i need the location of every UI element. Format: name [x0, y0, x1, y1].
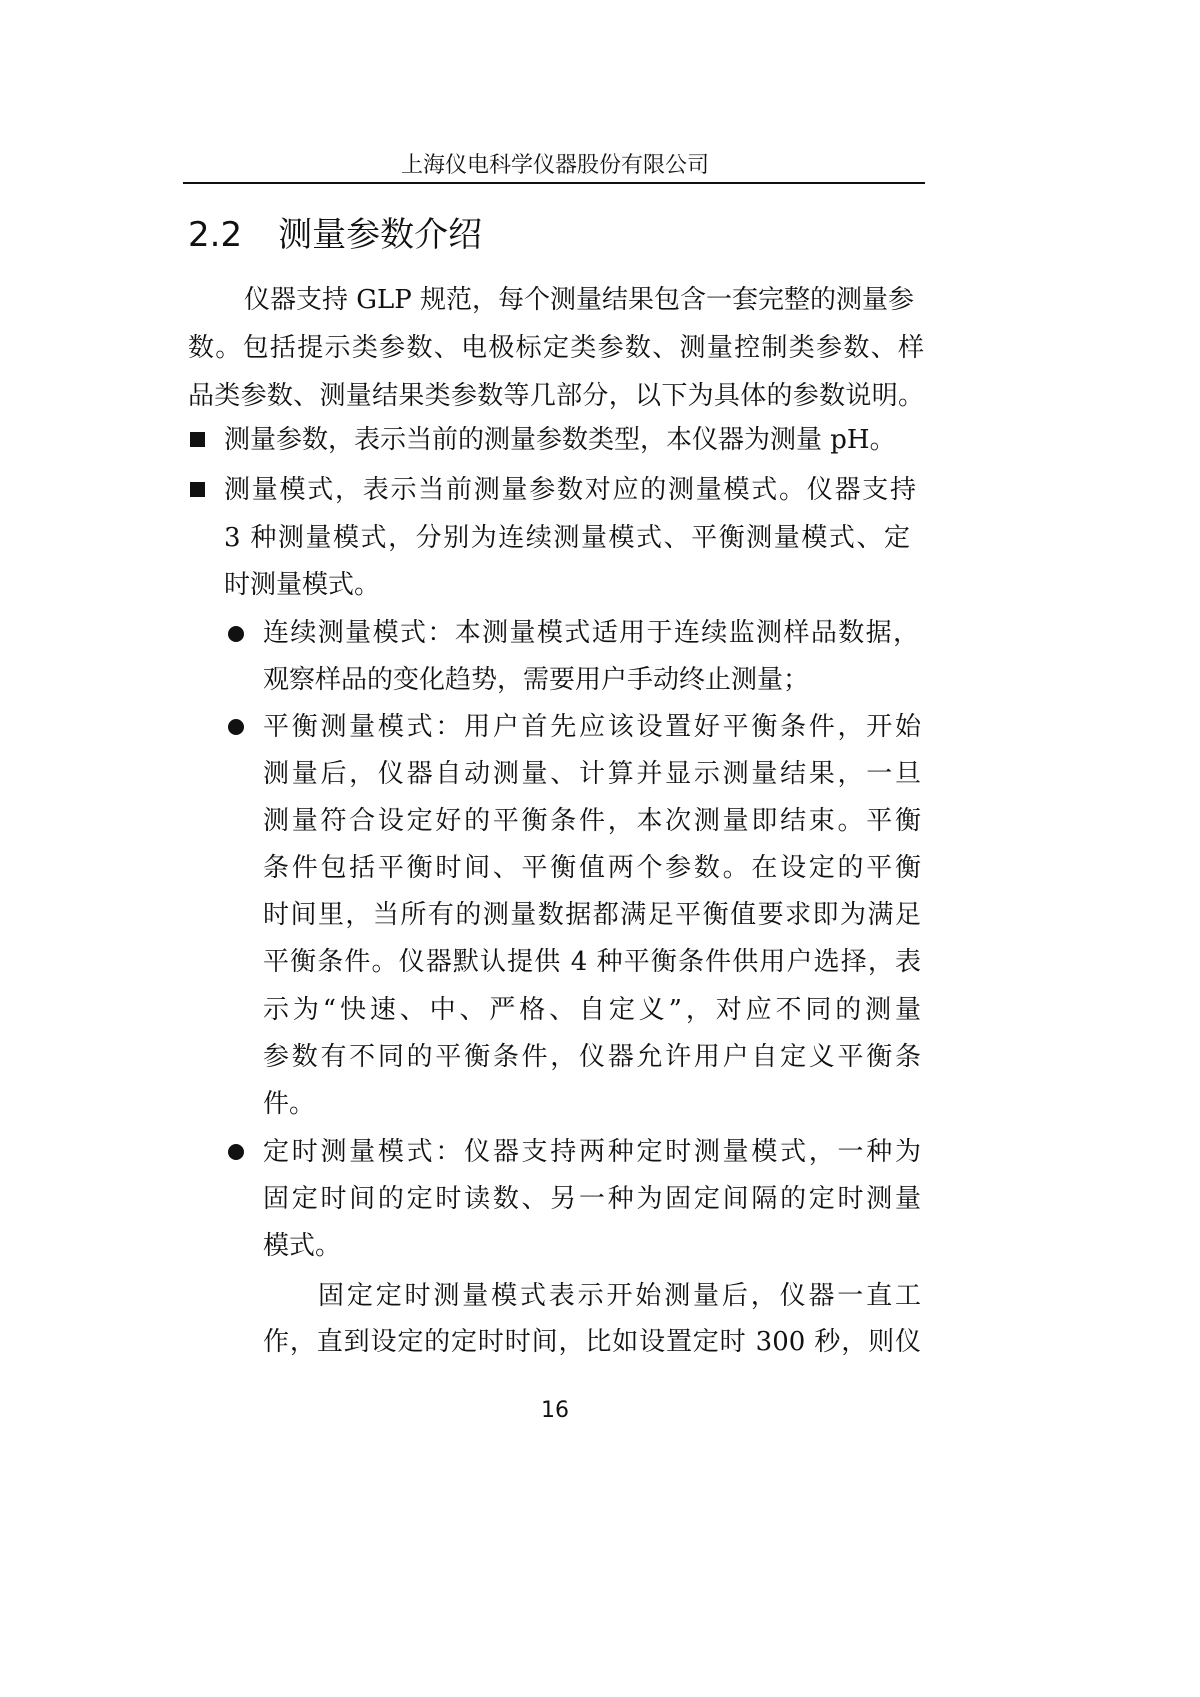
page-number: 16	[541, 1398, 569, 1423]
running-header: 上海仪电科学仪器股份有限公司	[400, 153, 709, 178]
intro-line: 数。包括提示类参数、电极标定类参数、测量控制类参数、样	[188, 333, 924, 363]
header-rule	[183, 182, 925, 184]
sub-bullet-line: 测量后，仪器自动测量、计算并显示测量结果，一旦	[263, 759, 921, 789]
bullet-line: 3 种测量模式，分别为连续测量模式、平衡测量模式、定	[224, 523, 910, 553]
bullet-line: 测量模式，表示当前测量参数对应的测量模式。仪器支持	[224, 475, 916, 505]
sub-bullet-line: 连续测量模式：本测量模式适用于连续监测样品数据，	[263, 618, 919, 648]
intro-line: 品类参数、测量结果类参数等几部分，以下为具体的参数说明。	[188, 381, 924, 411]
sub-bullet-line: 示为“快速、中、严格、自定义”，对应不同的测量	[263, 995, 921, 1025]
sub-bullet-line: 参数有不同的平衡条件，仪器允许用户自定义平衡条	[263, 1042, 921, 1072]
sub-bullet-line: 条件包括平衡时间、平衡值两个参数。在设定的平衡	[263, 853, 921, 883]
intro-line: 仪器支持 GLP 规范，每个测量结果包含一套完整的测量参	[244, 285, 915, 315]
sub-bullet-line: 时间里，当所有的测量数据都满足平衡值要求即为满足	[263, 900, 921, 930]
sub-bullet-line: 平衡测量模式：用户首先应该设置好平衡条件，开始	[263, 712, 921, 742]
section-number: 2.2	[188, 215, 243, 255]
section-title: 测量参数介绍	[278, 215, 483, 255]
round-bullet-icon	[228, 626, 244, 642]
round-bullet-icon	[228, 1144, 244, 1160]
sub-bullet-line: 观察样品的变化趋势，需要用户手动终止测量；	[263, 665, 810, 695]
section-heading	[188, 207, 482, 256]
sub-bullet-line: 件。	[263, 1089, 316, 1119]
square-bullet-icon	[190, 432, 205, 447]
paragraph-line: 作，直到设定的定时时间，比如设置定时 300 秒，则仪	[263, 1327, 921, 1357]
square-bullet-icon	[190, 482, 205, 497]
sub-bullet-line: 测量符合设定好的平衡条件，本次测量即结束。平衡	[263, 806, 921, 836]
paragraph-line: 固定定时测量模式表示开始测量后，仪器一直工	[318, 1281, 921, 1311]
sub-bullet-line: 平衡条件。仪器默认提供 4 种平衡条件供用户选择，表	[263, 947, 921, 977]
sub-bullet-line: 固定时间的定时读数、另一种为固定间隔的定时测量	[263, 1184, 921, 1214]
bullet-line: 测量参数，表示当前的测量参数类型，本仪器为测量 pH。	[224, 425, 896, 455]
round-bullet-icon	[228, 719, 244, 735]
sub-bullet-line: 模式。	[263, 1231, 342, 1261]
bullet-line: 时测量模式。	[224, 570, 381, 600]
sub-bullet-line: 定时测量模式：仪器支持两种定时测量模式，一种为	[263, 1137, 921, 1167]
